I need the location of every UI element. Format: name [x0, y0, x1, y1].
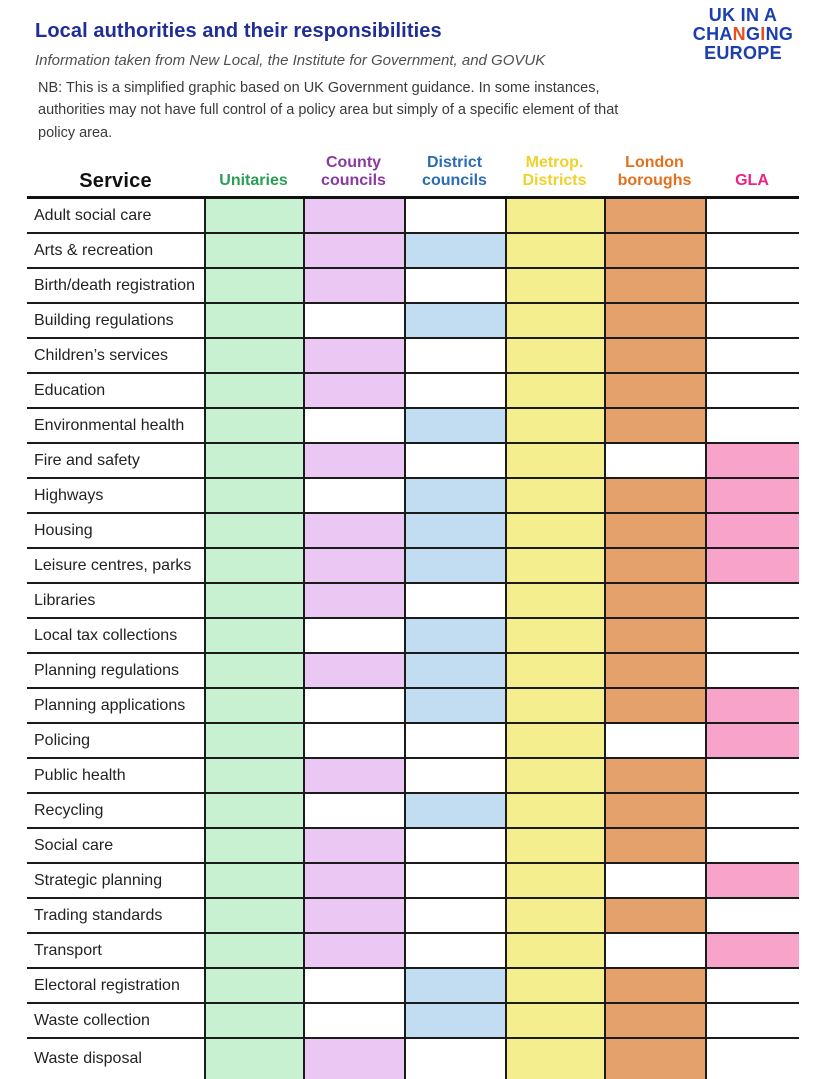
cell-county-councils — [303, 969, 404, 1002]
cell-metrop-districts — [505, 409, 604, 442]
cell-metrop-districts — [505, 549, 604, 582]
cell-london-boroughs — [604, 899, 705, 932]
cell-unitaries — [204, 759, 303, 792]
cell-district-councils — [404, 969, 505, 1002]
cell-county-councils — [303, 759, 404, 792]
cell-london-boroughs — [604, 689, 705, 722]
cell-district-councils — [404, 794, 505, 827]
cell-metrop-districts — [505, 234, 604, 267]
service-label: Waste disposal — [34, 1050, 142, 1067]
service-label: Adult social care — [34, 206, 152, 224]
cell-district-councils — [404, 304, 505, 337]
cell-county-councils — [303, 409, 404, 442]
cell-unitaries — [204, 234, 303, 267]
table-row — [27, 339, 799, 374]
cell-district-councils — [404, 1004, 505, 1037]
cell-county-councils — [303, 514, 404, 547]
logo-line: EUROPE — [704, 43, 782, 64]
cell-district-councils — [404, 234, 505, 267]
cell-county-councils — [303, 899, 404, 932]
logo-line: CHANGING — [692, 24, 794, 45]
cell-london-boroughs — [604, 304, 705, 337]
service-label: Housing — [34, 521, 93, 539]
cell-district-councils — [404, 829, 505, 862]
service-label: Environmental health — [34, 416, 185, 434]
cell-district-councils — [404, 759, 505, 792]
service-label: Trading standards — [34, 906, 163, 924]
table-row — [27, 584, 799, 619]
cell-gla — [705, 1004, 799, 1037]
cell-county-councils — [303, 619, 404, 652]
cell-metrop-districts — [505, 339, 604, 372]
cell-london-boroughs — [604, 864, 705, 897]
service-label: Highways — [34, 486, 104, 504]
table-row — [27, 829, 799, 864]
cell-metrop-districts — [505, 514, 604, 547]
table-row — [27, 934, 799, 969]
logo-line: UK IN A — [708, 5, 778, 25]
cell-gla — [705, 269, 799, 302]
service-label: Birth/death registration — [34, 276, 195, 294]
cell-london-boroughs — [604, 829, 705, 862]
responsibilities-table — [27, 140, 799, 1079]
cell-district-councils — [404, 409, 505, 442]
cell-gla — [705, 479, 799, 512]
service-label: Planning regulations — [34, 661, 179, 679]
cell-gla — [705, 829, 799, 862]
cell-london-boroughs — [604, 654, 705, 687]
cell-london-boroughs — [604, 724, 705, 757]
column-header-county-councils: County councils — [321, 154, 386, 190]
cell-gla — [705, 654, 799, 687]
cell-district-councils — [404, 934, 505, 967]
cell-metrop-districts — [505, 304, 604, 337]
cell-unitaries — [204, 269, 303, 302]
service-label: Social care — [34, 836, 114, 854]
cell-gla — [705, 374, 799, 407]
cell-metrop-districts — [505, 724, 604, 757]
table-row — [27, 269, 799, 304]
cell-gla — [705, 794, 799, 827]
cell-london-boroughs — [604, 759, 705, 792]
cell-county-councils — [303, 444, 404, 477]
table-row — [27, 759, 799, 794]
cell-metrop-districts — [505, 864, 604, 897]
cell-london-boroughs — [604, 934, 705, 967]
cell-gla — [705, 934, 799, 967]
cell-london-boroughs — [604, 584, 705, 617]
cell-unitaries — [204, 304, 303, 337]
cell-london-boroughs — [604, 199, 705, 232]
cell-gla — [705, 619, 799, 652]
cell-metrop-districts — [505, 199, 604, 232]
table-row — [27, 654, 799, 689]
cell-london-boroughs — [604, 479, 705, 512]
cell-county-councils — [303, 724, 404, 757]
cell-district-councils — [404, 864, 505, 897]
cell-metrop-districts — [505, 689, 604, 722]
cell-metrop-districts — [505, 269, 604, 302]
cell-metrop-districts — [505, 829, 604, 862]
cell-unitaries — [204, 724, 303, 757]
cell-county-councils — [303, 304, 404, 337]
cell-county-councils — [303, 479, 404, 512]
table-row — [27, 514, 799, 549]
cell-metrop-districts — [505, 969, 604, 1002]
cell-gla — [705, 514, 799, 547]
cell-county-councils — [303, 269, 404, 302]
nb-note: NB: This is a simplified graphic based on UK Government guidance. In some instances, authorities may not have full control of a policy area but simply of a specific element of that policy area. — [38, 80, 619, 141]
table-row — [27, 689, 799, 724]
service-label: Planning applications — [34, 696, 186, 714]
cell-gla — [705, 549, 799, 582]
cell-gla — [705, 339, 799, 372]
uk-in-a-changing-europe-logo — [672, 6, 814, 63]
table-row — [27, 304, 799, 339]
cell-district-councils — [404, 444, 505, 477]
service-label: Strategic planning — [34, 871, 163, 889]
cell-london-boroughs — [604, 1039, 705, 1079]
table-row — [27, 969, 799, 1004]
cell-gla — [705, 1039, 799, 1079]
service-label: Children’s services — [34, 346, 168, 364]
cell-gla — [705, 409, 799, 442]
table-row — [27, 794, 799, 829]
cell-metrop-districts — [505, 934, 604, 967]
cell-unitaries — [204, 409, 303, 442]
cell-metrop-districts — [505, 584, 604, 617]
cell-gla — [705, 234, 799, 267]
cell-london-boroughs — [604, 339, 705, 372]
table-row — [27, 234, 799, 269]
cell-london-boroughs — [604, 269, 705, 302]
service-label: Policing — [34, 731, 91, 749]
cell-metrop-districts — [505, 759, 604, 792]
cell-unitaries — [204, 479, 303, 512]
table-row — [27, 724, 799, 759]
cell-metrop-districts — [505, 619, 604, 652]
cell-gla — [705, 864, 799, 897]
cell-unitaries — [204, 1004, 303, 1037]
cell-unitaries — [204, 899, 303, 932]
column-header-unitaries: Unitaries — [219, 172, 288, 190]
source-attribution: Information taken from New Local, the Institute for Government, and GOVUK — [35, 52, 546, 69]
cell-unitaries — [204, 689, 303, 722]
cell-district-councils — [404, 619, 505, 652]
cell-unitaries — [204, 549, 303, 582]
cell-county-councils — [303, 374, 404, 407]
cell-unitaries — [204, 654, 303, 687]
service-label: Recycling — [34, 801, 104, 819]
table-row — [27, 409, 799, 444]
cell-county-councils — [303, 829, 404, 862]
cell-district-councils — [404, 339, 505, 372]
cell-county-councils — [303, 864, 404, 897]
cell-gla — [705, 969, 799, 1002]
table-row — [27, 864, 799, 899]
cell-district-councils — [404, 584, 505, 617]
cell-metrop-districts — [505, 479, 604, 512]
cell-unitaries — [204, 934, 303, 967]
cell-london-boroughs — [604, 619, 705, 652]
cell-metrop-districts — [505, 444, 604, 477]
table-row — [27, 899, 799, 934]
cell-county-councils — [303, 794, 404, 827]
service-label: Fire and safety — [34, 451, 140, 469]
table-row — [27, 549, 799, 584]
service-label: Electoral registration — [34, 976, 180, 994]
cell-metrop-districts — [505, 654, 604, 687]
cell-gla — [705, 199, 799, 232]
cell-metrop-districts — [505, 1039, 604, 1079]
table-row — [27, 619, 799, 654]
cell-gla — [705, 759, 799, 792]
cell-unitaries — [204, 619, 303, 652]
service-label: Transport — [34, 941, 102, 959]
cell-metrop-districts — [505, 374, 604, 407]
cell-london-boroughs — [604, 444, 705, 477]
table-row — [27, 479, 799, 514]
cell-gla — [705, 724, 799, 757]
cell-district-councils — [404, 899, 505, 932]
cell-unitaries — [204, 864, 303, 897]
cell-unitaries — [204, 339, 303, 372]
cell-county-councils — [303, 654, 404, 687]
cell-london-boroughs — [604, 794, 705, 827]
cell-gla — [705, 689, 799, 722]
service-label: Libraries — [34, 591, 96, 609]
table-row — [27, 444, 799, 479]
column-header-metrop-districts: Metrop. Districts — [522, 154, 587, 190]
cell-unitaries — [204, 584, 303, 617]
service-label: Building regulations — [34, 311, 174, 329]
cell-london-boroughs — [604, 409, 705, 442]
cell-london-boroughs — [604, 969, 705, 1002]
cell-gla — [705, 444, 799, 477]
cell-county-councils — [303, 1004, 404, 1037]
table-body — [27, 199, 799, 1079]
cell-district-councils — [404, 724, 505, 757]
cell-district-councils — [404, 374, 505, 407]
service-label: Local tax collections — [34, 626, 178, 644]
cell-county-councils — [303, 1039, 404, 1079]
cell-london-boroughs — [604, 234, 705, 267]
cell-metrop-districts — [505, 1004, 604, 1037]
cell-county-councils — [303, 689, 404, 722]
cell-district-councils — [404, 269, 505, 302]
service-label: Waste collection — [34, 1011, 150, 1029]
cell-london-boroughs — [604, 549, 705, 582]
column-header-gla: GLA — [735, 172, 769, 190]
cell-county-councils — [303, 234, 404, 267]
table-row — [27, 374, 799, 409]
column-header-london-boroughs: London boroughs — [617, 154, 692, 190]
cell-district-councils — [404, 549, 505, 582]
cell-district-councils — [404, 479, 505, 512]
cell-gla — [705, 584, 799, 617]
cell-gla — [705, 304, 799, 337]
cell-district-councils — [404, 654, 505, 687]
cell-district-councils — [404, 514, 505, 547]
cell-district-councils — [404, 689, 505, 722]
cell-county-councils — [303, 549, 404, 582]
cell-district-councils — [404, 1039, 505, 1079]
cell-unitaries — [204, 374, 303, 407]
cell-metrop-districts — [505, 794, 604, 827]
table-header-row — [27, 140, 799, 199]
service-label: Public health — [34, 766, 126, 784]
cell-county-councils — [303, 584, 404, 617]
cell-county-councils — [303, 934, 404, 967]
table-row — [27, 1004, 799, 1039]
table-row — [27, 199, 799, 234]
cell-metrop-districts — [505, 899, 604, 932]
cell-london-boroughs — [604, 1004, 705, 1037]
cell-unitaries — [204, 829, 303, 862]
column-header-service: Service — [79, 169, 152, 192]
cell-county-councils — [303, 199, 404, 232]
cell-unitaries — [204, 969, 303, 1002]
cell-london-boroughs — [604, 374, 705, 407]
service-label: Leisure centres, parks — [34, 556, 192, 574]
table-row — [27, 1039, 799, 1079]
cell-county-councils — [303, 339, 404, 372]
cell-unitaries — [204, 199, 303, 232]
cell-unitaries — [204, 444, 303, 477]
service-label: Education — [34, 381, 106, 399]
cell-unitaries — [204, 794, 303, 827]
cell-unitaries — [204, 1039, 303, 1079]
cell-unitaries — [204, 514, 303, 547]
column-header-district-councils: District councils — [422, 154, 487, 190]
cell-london-boroughs — [604, 514, 705, 547]
service-label: Arts & recreation — [34, 241, 154, 259]
cell-district-councils — [404, 199, 505, 232]
cell-gla — [705, 899, 799, 932]
page-title: Local authorities and their responsibilities — [35, 20, 442, 42]
